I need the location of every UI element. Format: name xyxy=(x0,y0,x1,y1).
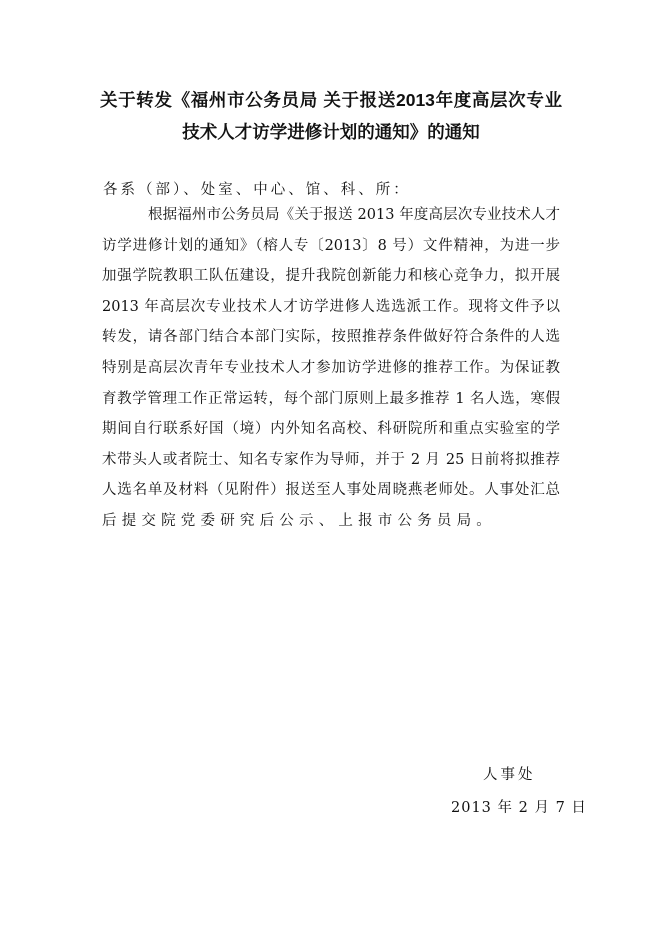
salutation: 各系（部）、处室、中心、馆、科、所： xyxy=(103,182,411,198)
body-line: 2013 年高层次专业技术人才访学进修人选选派工作。现将文件予以 xyxy=(102,298,560,315)
body-line: 转发，请各部门结合本部门实际，按照推荐条件做好符合条件的人选 xyxy=(102,329,560,346)
body-paragraph xyxy=(102,204,560,541)
signature-date: 2013 年 2 月 7 日 xyxy=(451,800,587,816)
body-line: 访学进修计划的通知》（榕人专〔2013〕8 号）文件精神，为进一步 xyxy=(102,237,560,254)
document-title-line-2: 技术人才访学进修计划的通知》的通知 xyxy=(182,122,480,142)
signature-department: 人事处 xyxy=(483,767,536,783)
body-line: 育教学管理工作正常运转，每个部门原则上最多推荐 1 名人选，寒假 xyxy=(102,390,560,407)
body-line: 期间自行联系好国（境）内外知名高校、科研院所和重点实验室的学 xyxy=(102,421,560,438)
document-title-line-1: 关于转发《福州市公务员局 关于报送2013年度高层次专业 xyxy=(100,90,562,110)
body-line: 根据福州市公务员局《关于报送 2013 年度高层次专业技术人才 xyxy=(148,207,560,223)
body-line: 人选名单及材料（见附件）报送至人事处周晓燕老师处。人事处汇总 xyxy=(102,482,560,499)
body-line: 术带头人或者院士、知名专家作为导师，并于 2 月 25 日前将拟推荐 xyxy=(102,451,560,468)
body-line: 特别是高层次青年专业技术人才参加访学进修的推荐工作。为保证教 xyxy=(102,359,560,376)
body-line: 后提交院党委研究后公示、上报市公务员局。 xyxy=(102,512,496,529)
body-line: 加强学院教职工队伍建设，提升我院创新能力和核心竞争力，拟开展 xyxy=(102,268,560,285)
